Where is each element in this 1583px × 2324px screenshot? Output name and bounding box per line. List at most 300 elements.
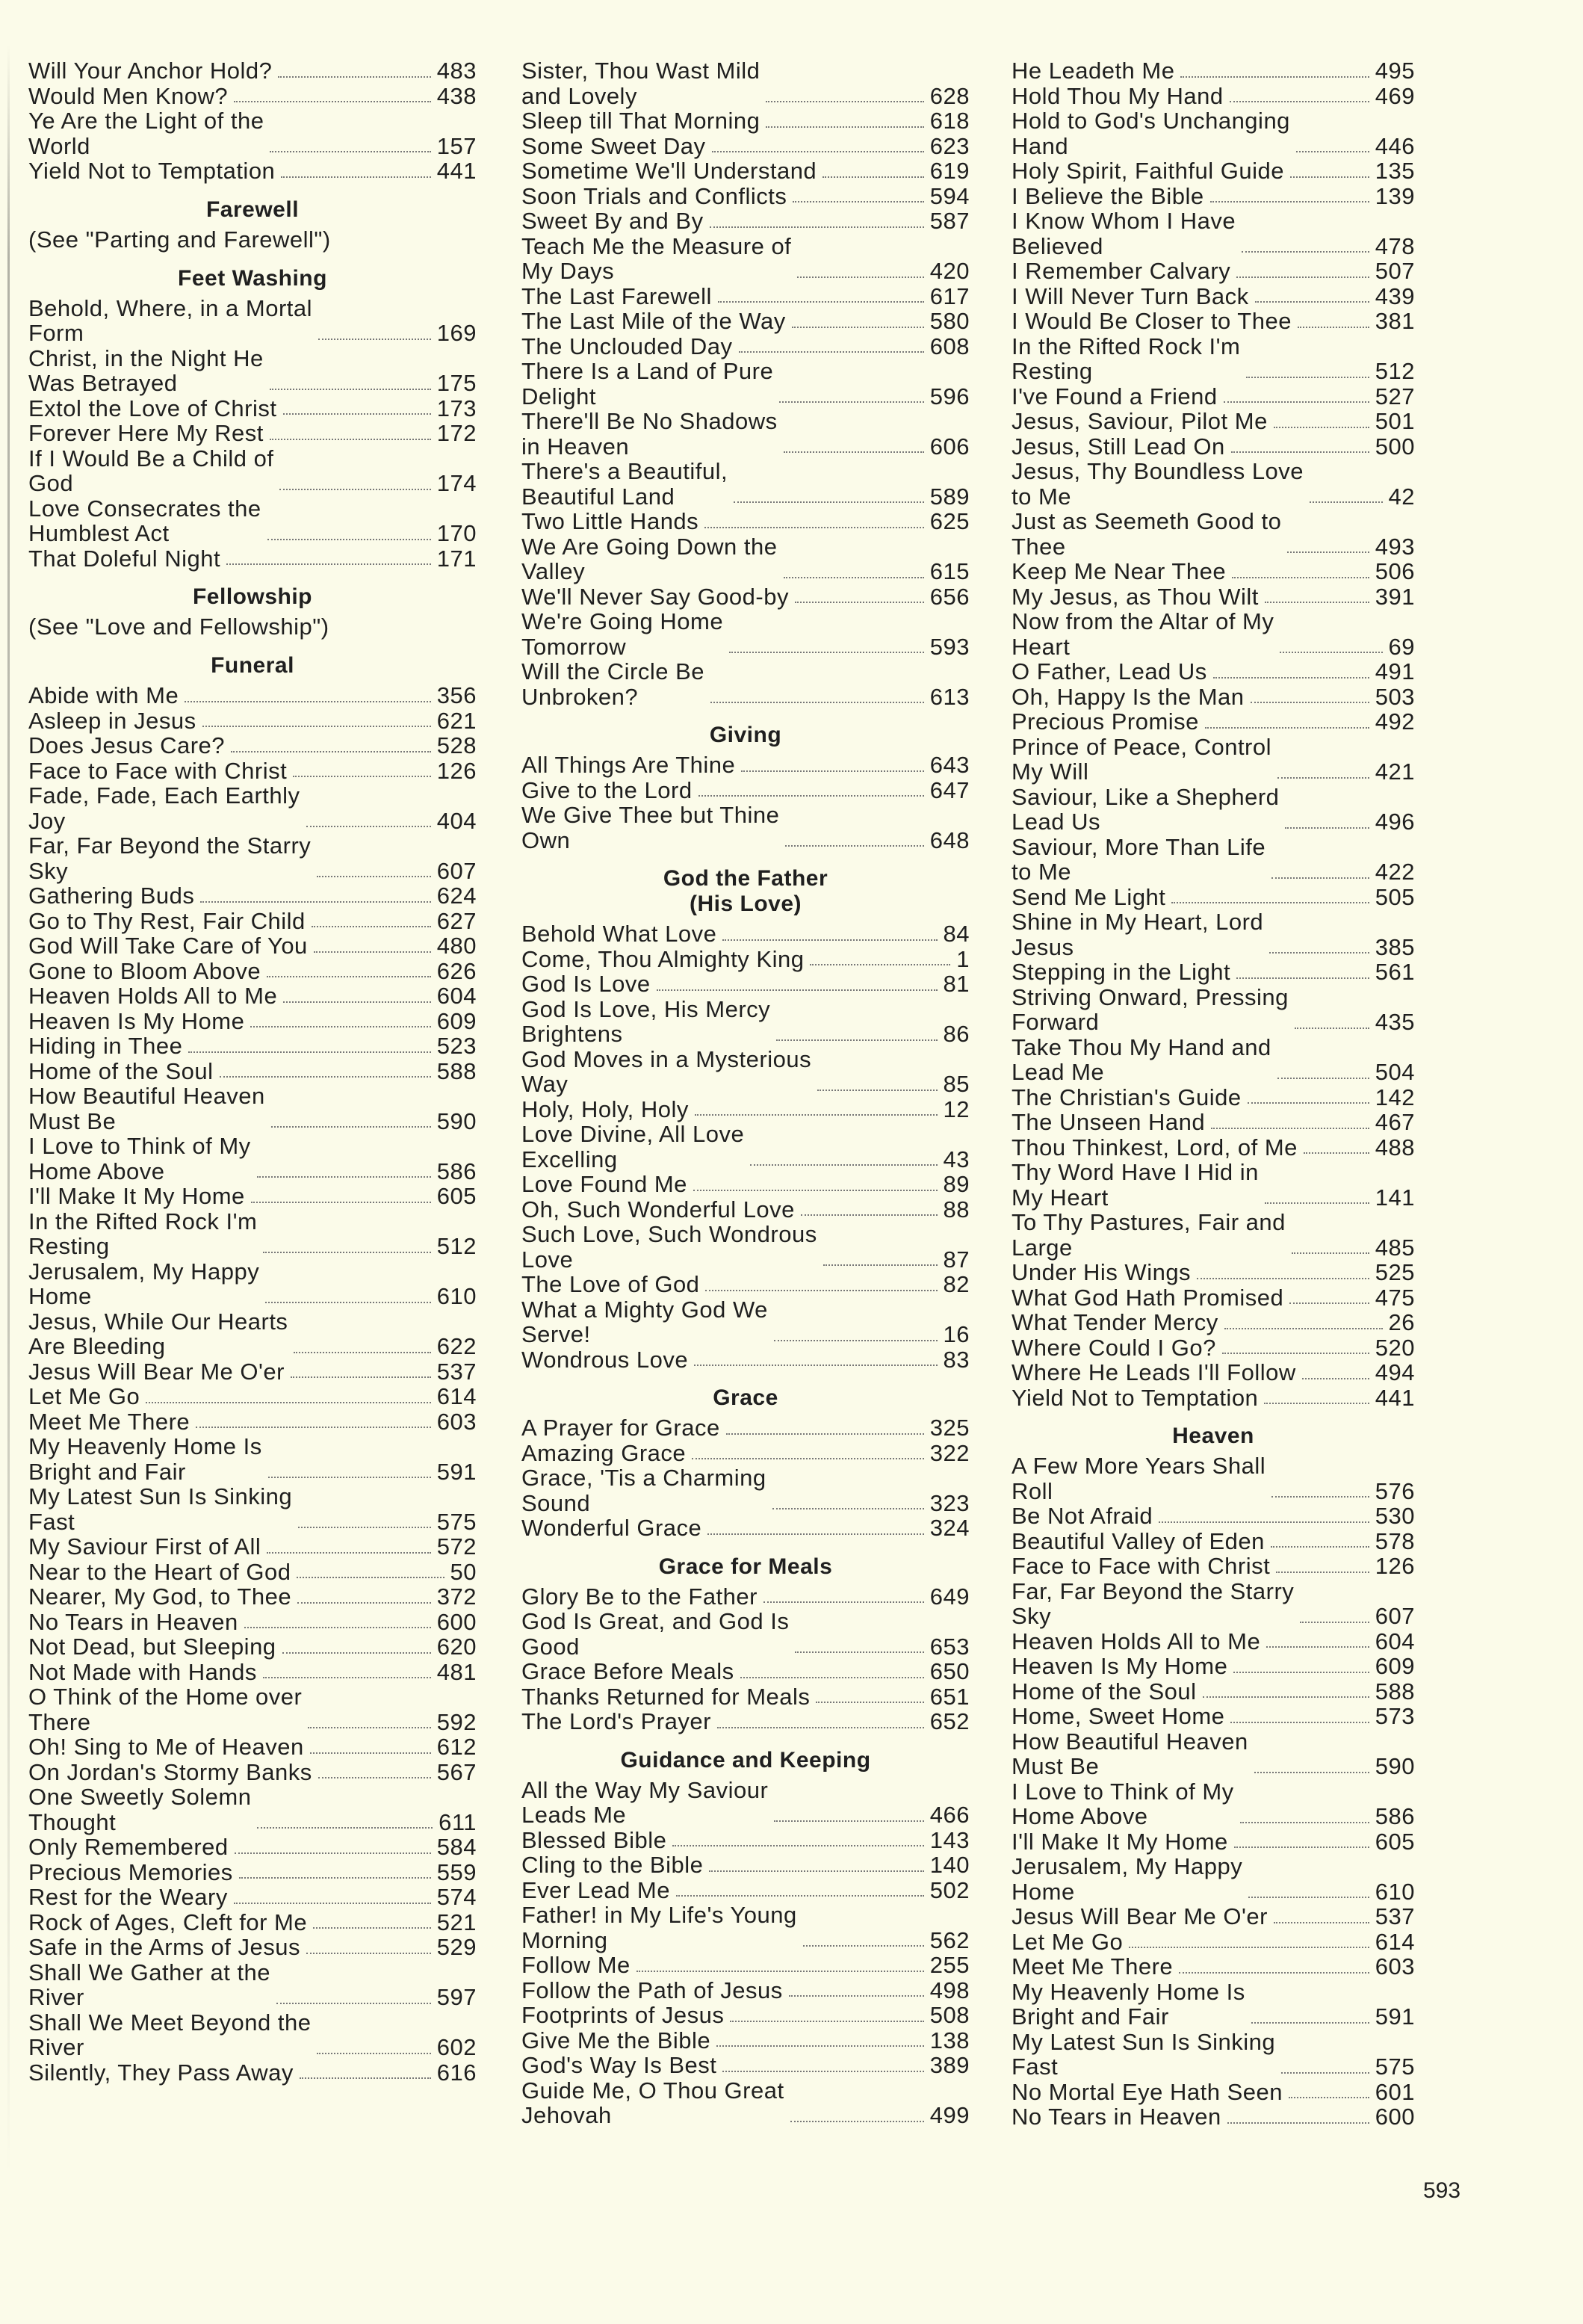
hymn-number: 157 (436, 132, 477, 159)
section-heading: Giving (709, 723, 782, 747)
hymn-title: Thanks Returned for Meals (521, 1683, 811, 1710)
hymn-title: No Tears in Heaven (1012, 2104, 1221, 2130)
index-entry (28, 1784, 477, 1835)
hymn-title: One Sweetly Solemn Thought (28, 1784, 252, 1835)
hymn-title: The Unclouded Day (521, 333, 733, 359)
hymn-number: 480 (436, 933, 477, 959)
index-entry (521, 2078, 970, 2128)
hymn-title: Just as Seemeth Good to Thee (1012, 508, 1282, 560)
hymn-number: 81 (943, 971, 970, 997)
index-entry (28, 108, 477, 158)
hymn-number: 606 (929, 433, 970, 460)
hymn-title: Two Little Hands (521, 508, 699, 534)
index-entry (28, 883, 477, 909)
hymn-number: 170 (436, 520, 477, 546)
dot-leader (740, 1677, 924, 1678)
dot-leader (1310, 501, 1382, 503)
index-entry (1012, 58, 1415, 84)
index-entry (1012, 835, 1415, 885)
hymn-number: 385 (1375, 933, 1415, 960)
hymn-number: 529 (436, 1934, 477, 1960)
hymn-title: Love Consecrates the Humblest Act (28, 495, 261, 546)
dot-leader (231, 751, 431, 752)
hymn-title: Saviour, More Than Life to Me (1012, 833, 1266, 885)
hymn-title: Where He Leads I'll Follow (1012, 1359, 1296, 1385)
see-also-note: (See "Love and Fellowship") (28, 614, 329, 640)
index-entry (28, 758, 477, 784)
index-entry (1012, 384, 1415, 410)
index-entry (1012, 1135, 1415, 1161)
dot-leader (707, 1533, 924, 1535)
index-entry (28, 1409, 477, 1435)
hymn-title: Not Dead, but Sleeping (28, 1634, 276, 1660)
index-entry (521, 609, 970, 659)
hymn-number: 586 (1375, 1803, 1415, 1829)
hymn-number: 616 (436, 2059, 477, 2086)
hymn-number: 537 (1375, 1903, 1415, 1929)
index-entry (1012, 1729, 1415, 1779)
dot-leader (1274, 1922, 1369, 1923)
index-entry (28, 496, 477, 546)
hymn-number: 83 (943, 1346, 970, 1373)
hymn-title: How Beautiful Heaven Must Be (1012, 1728, 1248, 1779)
hymn-number: 597 (436, 1984, 477, 2010)
hymn-number: 567 (436, 1758, 477, 1785)
dot-leader (795, 602, 924, 603)
dot-leader (1296, 151, 1369, 152)
dot-leader (710, 702, 924, 703)
hymn-number: 608 (929, 333, 970, 359)
hymn-title: Face to Face with Christ (1012, 1553, 1271, 1579)
hymn-number: 603 (436, 1408, 477, 1435)
hymn-title: Grace, 'Tis a Charming Sound (521, 1465, 766, 1516)
hymn-title: Will the Circle Be Unbroken? (521, 658, 704, 710)
hymn-title: I've Found a Friend (1012, 383, 1218, 410)
hymn-title: There's a Beautiful, Beautiful Land (521, 458, 728, 510)
dot-leader (200, 901, 430, 903)
hymn-number: 508 (929, 2002, 970, 2028)
hymn-title: No Tears in Heaven (28, 1608, 238, 1635)
section-heading: Fellowship (192, 584, 312, 609)
index-entry (1012, 208, 1415, 259)
index-entry (1012, 1704, 1415, 1729)
dot-leader (1277, 1078, 1369, 1079)
index-entry (28, 1835, 477, 1860)
dot-leader (1251, 702, 1369, 703)
dot-leader (306, 1953, 431, 1954)
hymn-number: 504 (1375, 1059, 1415, 1085)
hymn-number: 507 (1375, 258, 1415, 284)
dot-leader (202, 726, 431, 727)
hymn-number: 600 (1375, 2104, 1415, 2130)
hymn-number: 627 (436, 907, 477, 934)
dot-leader (1276, 1572, 1369, 1573)
hymn-title: Far, Far Beyond the Starry Sky (1012, 1577, 1295, 1629)
hymn-number: 138 (929, 2027, 970, 2053)
hymn-number: 623 (929, 132, 970, 159)
dot-leader (1179, 1972, 1369, 1974)
hymn-title: Give to the Lord (521, 776, 693, 803)
hymn-number: 652 (929, 1708, 970, 1734)
dot-leader (1280, 652, 1382, 653)
hymn-title: In the Rifted Rock I'm Resting (28, 1208, 258, 1259)
hymn-title: Oh! Sing to Me of Heaven (28, 1734, 304, 1760)
hymn-title: What a Mighty God We Serve! (521, 1296, 768, 1347)
hymn-number: 586 (436, 1158, 477, 1184)
hymn-number: 356 (436, 682, 477, 708)
hymn-number: 591 (436, 1458, 477, 1485)
dot-leader (776, 1039, 937, 1041)
index-entry (521, 58, 970, 108)
index-entry (521, 1659, 970, 1684)
index-entry (1012, 284, 1415, 309)
index-entry (521, 1465, 970, 1515)
dot-leader (291, 1376, 431, 1378)
hymn-number: 381 (1375, 308, 1415, 334)
index-entry (521, 2053, 970, 2078)
hymn-number: 575 (436, 1508, 477, 1535)
hymn-title: I'll Make It My Home (28, 1183, 245, 1209)
hymn-number: 421 (1375, 758, 1415, 785)
hymn-title: We're Going Home Tomorrow (521, 608, 724, 660)
hymn-title: Rest for the Weary (28, 1884, 228, 1910)
dot-leader (239, 1877, 431, 1879)
hymn-number: 494 (1375, 1359, 1415, 1385)
hymn-title: Under His Wings (1012, 1259, 1192, 1285)
hymn-title: Take Thou My Hand and Lead Me (1012, 1033, 1271, 1085)
hymn-title: Prince of Peace, Control My Will (1012, 733, 1272, 785)
index-entry (28, 1033, 477, 1059)
index-entry (1012, 459, 1415, 509)
hymn-number: 604 (436, 983, 477, 1009)
hymn-title: Follow Me (521, 1952, 631, 1978)
hymn-number: 420 (929, 258, 970, 284)
index-entry (1012, 158, 1415, 184)
index-entry (28, 1084, 477, 1134)
dot-leader (730, 2021, 923, 2022)
hymn-number: 612 (436, 1734, 477, 1760)
index-entry (1012, 1679, 1415, 1705)
index-entry (1012, 1629, 1415, 1654)
dot-leader (1236, 276, 1369, 278)
hymn-title: There'll Be No Shadows in Heaven (521, 408, 778, 460)
dot-leader (704, 527, 924, 528)
hymn-title: Holy Spirit, Faithful Guide (1012, 158, 1284, 184)
dot-leader (750, 1164, 937, 1166)
dot-leader (1281, 2072, 1369, 2074)
hymn-number: 322 (929, 1439, 970, 1466)
dot-leader (267, 539, 431, 540)
dot-leader (1224, 1328, 1383, 1329)
hymn-number: 576 (1375, 1477, 1415, 1504)
hymn-number: 499 (929, 2102, 970, 2128)
hymn-number: 613 (929, 683, 970, 710)
hymn-number: 496 (1375, 809, 1415, 835)
hymn-title: Ye Are the Light of the World (28, 108, 264, 159)
hymn-number: 255 (929, 1952, 970, 1978)
hymn-number: 493 (1375, 533, 1415, 560)
index-entry (1012, 184, 1415, 209)
dot-leader (790, 2121, 924, 2122)
index-entry (1012, 84, 1415, 109)
index-entry (1012, 584, 1415, 610)
dot-leader (270, 151, 430, 152)
index-entry (1012, 985, 1415, 1035)
dot-leader (792, 327, 924, 328)
hymn-number: 26 (1388, 1309, 1415, 1335)
index-entry (521, 1297, 970, 1347)
hymn-title: We Are Going Down the Valley (521, 533, 778, 584)
dot-leader (789, 1995, 924, 1997)
hymn-number: 614 (436, 1383, 477, 1409)
hymn-number: 602 (436, 2034, 477, 2060)
dot-leader (1277, 777, 1369, 779)
dot-leader (1236, 977, 1369, 979)
hymn-number: 580 (929, 308, 970, 334)
hymn-title: Amazing Grace (521, 1439, 687, 1466)
dot-leader (1271, 1546, 1369, 1548)
hymn-title: God Is Love, His Mercy Brightens (521, 995, 771, 1047)
hymn-title: Blessed Bible (521, 1826, 667, 1853)
index-entry (521, 1609, 970, 1659)
dot-leader (188, 1051, 430, 1053)
hymn-title: A Few More Years Shall Roll (1012, 1453, 1266, 1504)
index-entry (28, 546, 477, 572)
section-heading: God the Father (His Love) (663, 866, 828, 916)
hymn-title: Home, Sweet Home (1012, 1703, 1225, 1729)
index-entry (521, 1684, 970, 1710)
hymn-title: Grace Before Meals (521, 1658, 734, 1684)
hymn-number: 325 (929, 1415, 970, 1441)
dot-leader (1227, 2122, 1369, 2124)
hymn-title: Jesus, Thy Boundless Love to Me (1012, 458, 1304, 510)
hymn-number: 502 (929, 1876, 970, 1903)
hymn-title: My Latest Sun Is Sinking Fast (1012, 2028, 1276, 2080)
hymn-title: No Mortal Eye Hath Seen (1012, 2078, 1283, 2105)
see-also-note: (See "Parting and Farewell") (28, 226, 331, 253)
dot-leader (1230, 1722, 1369, 1723)
index-entry (521, 509, 970, 534)
dot-leader (1248, 1897, 1369, 1898)
index-entry (1012, 259, 1415, 284)
hymn-title: Forever Here My Rest (28, 420, 264, 446)
index-entry (1012, 1035, 1415, 1085)
hymn-title: Wonderful Grace (521, 1515, 702, 1541)
hymn-number: 467 (1375, 1109, 1415, 1135)
hymn-number: 491 (1375, 658, 1415, 684)
hymn-number: 372 (436, 1583, 477, 1610)
hymn-title: Shall We Gather at the River (28, 1959, 271, 2010)
index-entry (521, 1197, 970, 1223)
index-entry (521, 1515, 970, 1541)
index-entry (1012, 1285, 1415, 1311)
hymn-number: 141 (1375, 1184, 1415, 1211)
hymn-number: 139 (1375, 182, 1415, 209)
dot-leader (1213, 677, 1369, 679)
hymn-number: 590 (436, 1107, 477, 1134)
index-entry (1012, 1360, 1415, 1385)
hymn-title: Love Found Me (521, 1171, 687, 1197)
hymn-title: Shall We Meet Beyond the River (28, 2009, 312, 2060)
index-entry (28, 1134, 477, 1184)
dot-leader (774, 1820, 923, 1822)
dot-leader (317, 876, 431, 877)
hymn-title: Beautiful Valley of Eden (1012, 1527, 1265, 1554)
index-entry (28, 733, 477, 758)
hymn-number: 521 (436, 1909, 477, 1935)
index-entry (521, 752, 970, 778)
index-entry (1012, 609, 1415, 659)
index-entry (28, 296, 477, 346)
hymn-title: Footprints of Jesus (521, 2002, 725, 2028)
hymn-title: Yield Not to Temptation (1012, 1384, 1259, 1411)
dot-leader (1233, 1672, 1369, 1673)
hymn-title: Give Me the Bible (521, 2027, 711, 2053)
dot-leader (810, 964, 950, 965)
dot-leader (271, 1126, 431, 1128)
index-entry (28, 58, 477, 84)
hymn-number: 604 (1375, 1628, 1415, 1654)
hymn-title: My Jesus, as Thou Wilt (1012, 583, 1259, 610)
hymn-title: Hiding in Thee (28, 1033, 183, 1059)
hymn-title: Stepping in the Light (1012, 959, 1231, 985)
hymn-title: Meet Me There (1012, 1953, 1174, 1980)
dot-leader (297, 1577, 444, 1578)
hymn-number: 69 (1388, 633, 1415, 660)
dot-leader (298, 1527, 431, 1528)
hymn-number: 562 (929, 1926, 970, 1953)
dot-leader (1290, 176, 1369, 178)
dot-leader (785, 845, 923, 847)
index-entry (28, 396, 477, 421)
hymn-number: 589 (929, 483, 970, 510)
index-entry (1012, 785, 1415, 835)
dot-leader (1292, 1252, 1369, 1254)
hymn-title: Wondrous Love (521, 1346, 689, 1373)
index-entry (28, 2010, 477, 2060)
hymn-number: 594 (929, 182, 970, 209)
index-entry (28, 1684, 477, 1734)
dot-leader (797, 276, 923, 278)
dot-leader (1271, 877, 1369, 879)
hymn-number: 478 (1375, 232, 1415, 259)
index-entry (28, 346, 477, 396)
index-entry (521, 584, 970, 610)
hymn-title: Home of the Soul (1012, 1678, 1197, 1705)
dot-leader (692, 1458, 924, 1459)
index-entry (28, 1584, 477, 1610)
hymn-title: The Last Farewell (521, 282, 712, 309)
hymn-number: 140 (929, 1852, 970, 1878)
index-entry (28, 1309, 477, 1359)
hymn-title: Face to Face with Christ (28, 757, 288, 784)
index-entry (521, 284, 970, 309)
index-entry (521, 997, 970, 1047)
hymn-title: I Love to Think of My Home Above (1012, 1778, 1234, 1829)
index-entry (521, 158, 970, 184)
index-entry (28, 1259, 477, 1309)
dot-leader (1298, 327, 1369, 328)
index-entry (1012, 1980, 1415, 2030)
hymn-number: 506 (1375, 558, 1415, 584)
hymn-title: Heaven Holds All to Me (1012, 1628, 1261, 1654)
hymn-title: Oh, Happy Is the Man (1012, 683, 1245, 710)
dot-leader (250, 1026, 430, 1027)
section-heading: Funeral (211, 653, 294, 678)
hymn-number: 573 (1375, 1703, 1415, 1729)
hymn-number: 503 (1375, 683, 1415, 710)
section-heading: Grace for Meals (658, 1554, 833, 1579)
page-number: 593 (1423, 2178, 1461, 2203)
hymn-title: I Know Whom I Have Believed (1012, 208, 1236, 259)
hymn-title: Love Divine, All Love Excelling (521, 1121, 745, 1172)
index-entry (1012, 1453, 1415, 1504)
index-entry (1012, 1504, 1415, 1529)
hymn-title: My Latest Sun Is Sinking Fast (28, 1483, 293, 1535)
hymn-number: 578 (1375, 1527, 1415, 1554)
hymn-number: 404 (436, 807, 477, 834)
dot-leader (817, 1090, 937, 1091)
dot-leader (1295, 1027, 1369, 1029)
dot-leader (784, 577, 924, 578)
hymn-title: O Think of the Home over There (28, 1684, 303, 1735)
hymn-title: To Thy Pastures, Fair and Large (1012, 1209, 1286, 1261)
index-entry (1012, 1954, 1415, 1980)
index-entry (28, 421, 477, 446)
hymn-title: Asleep in Jesus (28, 707, 196, 734)
index-entry (28, 983, 477, 1009)
index-entry (1012, 1554, 1415, 1579)
hymn-number: 391 (1375, 583, 1415, 610)
hymn-number: 84 (943, 921, 970, 947)
hymn-number: 656 (929, 583, 970, 610)
dot-leader (795, 1651, 923, 1653)
hymn-number: 512 (436, 1233, 477, 1259)
hymn-number: 441 (436, 158, 477, 184)
dot-leader (710, 226, 924, 228)
hymn-title: The Last Mile of the Way (521, 308, 786, 334)
hymn-title: There Is a Land of Pure Delight (521, 358, 774, 410)
index-entry (521, 1441, 970, 1466)
hymn-number: 621 (436, 707, 477, 734)
hymn-title: In the Rifted Rock I'm Resting (1012, 333, 1241, 384)
section-heading: Grace (713, 1385, 778, 1410)
index-entry (521, 1852, 970, 1878)
index-entry (28, 683, 477, 708)
index-entry (521, 2028, 970, 2053)
dot-leader (712, 151, 924, 152)
hymn-title: Nearer, My God, to Thee (28, 1583, 292, 1610)
hymn-number: 590 (1375, 1753, 1415, 1779)
index-entry (1012, 735, 1415, 785)
index-entry (1012, 684, 1415, 710)
index-entry (28, 1960, 477, 2010)
hymn-number: 88 (943, 1196, 970, 1223)
dot-leader (816, 1702, 923, 1703)
dot-leader (1300, 1622, 1369, 1623)
dot-leader (1269, 952, 1369, 954)
dot-leader (263, 1252, 430, 1253)
index-entry (521, 234, 970, 284)
index-entry (28, 959, 477, 984)
index-entry (521, 2003, 970, 2028)
dot-leader (1234, 1846, 1369, 1848)
hymn-title: Cling to the Bible (521, 1852, 704, 1878)
hymn-number: 609 (1375, 1653, 1415, 1679)
index-entry (28, 1560, 477, 1585)
hymn-number: 475 (1375, 1284, 1415, 1311)
dot-leader (267, 976, 431, 977)
